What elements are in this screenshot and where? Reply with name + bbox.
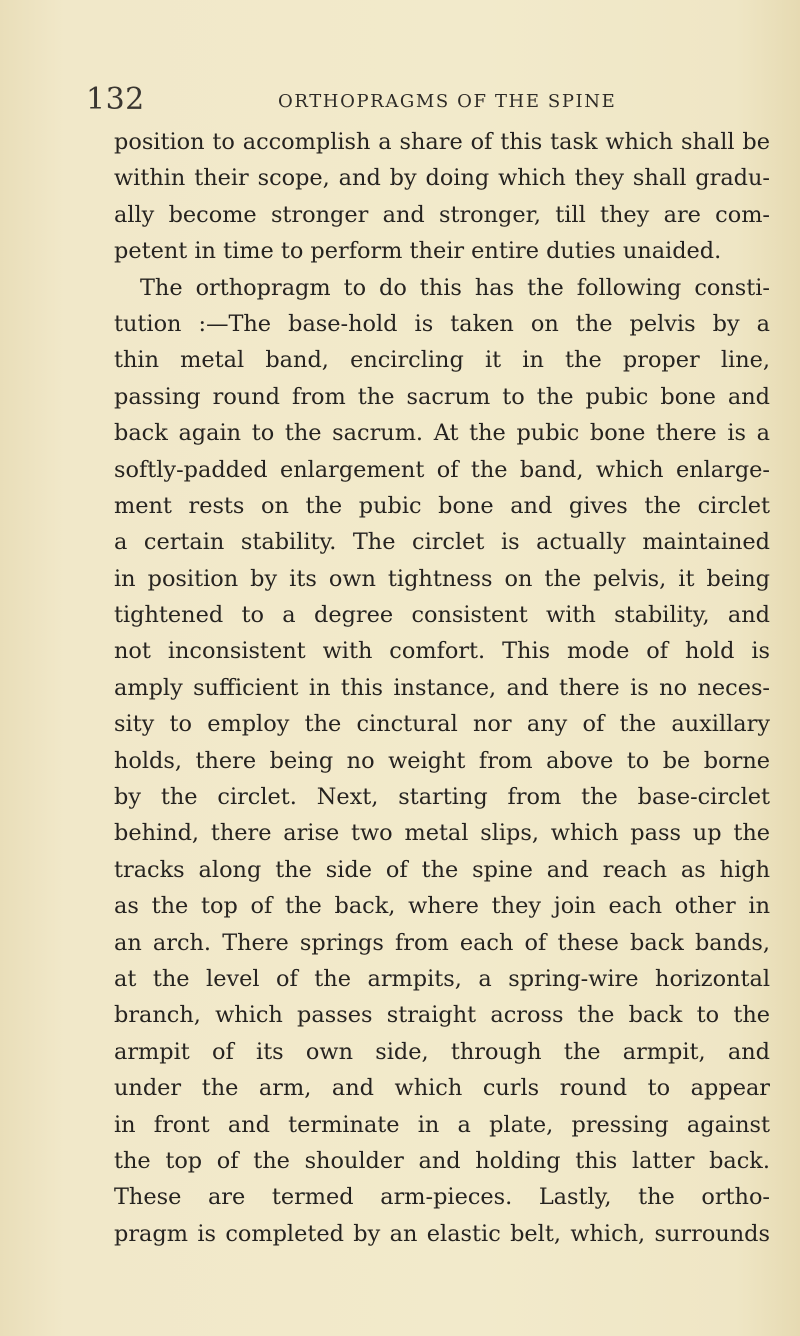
text-line: in position by its own tightness on the pelvis, it being — [114, 565, 770, 592]
text-line: under the arm, and which curls round to appear — [114, 1075, 770, 1102]
text-line: by the circlet. Next, starting from the base-circlet — [114, 784, 770, 811]
page-header — [0, 82, 800, 122]
running-title: ORTHOPRAGMS OF THE SPINE — [278, 91, 617, 112]
text-line: These are termed arm-pieces. Lastly, the ortho- — [114, 1184, 770, 1211]
page-number: 132 — [86, 82, 145, 117]
text-line: passing round from the sacrum to the pubic bone and — [114, 383, 770, 410]
text-line: an arch. There springs from each of these back bands, — [114, 929, 770, 956]
body-text — [114, 124, 770, 1252]
text-line: a certain stability. The circlet is actually maintained — [114, 529, 770, 556]
text-line: behind, there arise two metal slips, which pass up the — [114, 820, 770, 847]
text-line: as the top of the back, where they join each other in — [114, 893, 770, 920]
text-line: pragm is completed by an elastic belt, which, surrounds — [114, 1220, 770, 1247]
text-line: the top of the shoulder and holding this latter back. — [114, 1147, 770, 1174]
text-line: The orthopragm to do this has the following consti- — [140, 274, 770, 301]
text-line: tightened to a degree consistent with stability, and — [114, 602, 770, 629]
text-line: amply sufficient in this instance, and there is no neces- — [114, 674, 770, 701]
text-line: sity to employ the cinctural nor any of the auxillary — [114, 711, 770, 738]
text-line: branch, which passes straight across the back to the — [114, 1002, 770, 1029]
text-line: petent in time to perform their entire duties unaided. — [114, 238, 722, 265]
text-line: not inconsistent with comfort. This mode of hold is — [114, 638, 770, 665]
text-line: ment rests on the pubic bone and gives the circlet — [114, 492, 770, 519]
text-line: position to accomplish a share of this task which shall be — [114, 129, 770, 155]
text-line: ally become stronger and stronger, till they are com- — [114, 201, 770, 228]
text-line: in front and terminate in a plate, pressing against — [114, 1111, 770, 1138]
text-line: at the level of the armpits, a spring-wire horizontal — [114, 965, 770, 992]
text-line: holds, there being no weight from above to be borne — [114, 747, 770, 774]
text-line: tracks along the side of the spine and reach as high — [114, 856, 770, 883]
text-line: back again to the sacrum. At the pubic bone there is a — [114, 420, 770, 447]
text-line: tution :—The base-hold is taken on the pelvis by a — [114, 310, 770, 337]
text-line: softly-padded enlargement of the band, which enlarge- — [114, 456, 770, 483]
text-line: thin metal band, encircling it in the proper line, — [114, 347, 770, 374]
text-line: armpit of its own side, through the armpit, and — [114, 1038, 770, 1065]
text-line: within their scope, and by doing which they shall gradu- — [114, 165, 770, 192]
